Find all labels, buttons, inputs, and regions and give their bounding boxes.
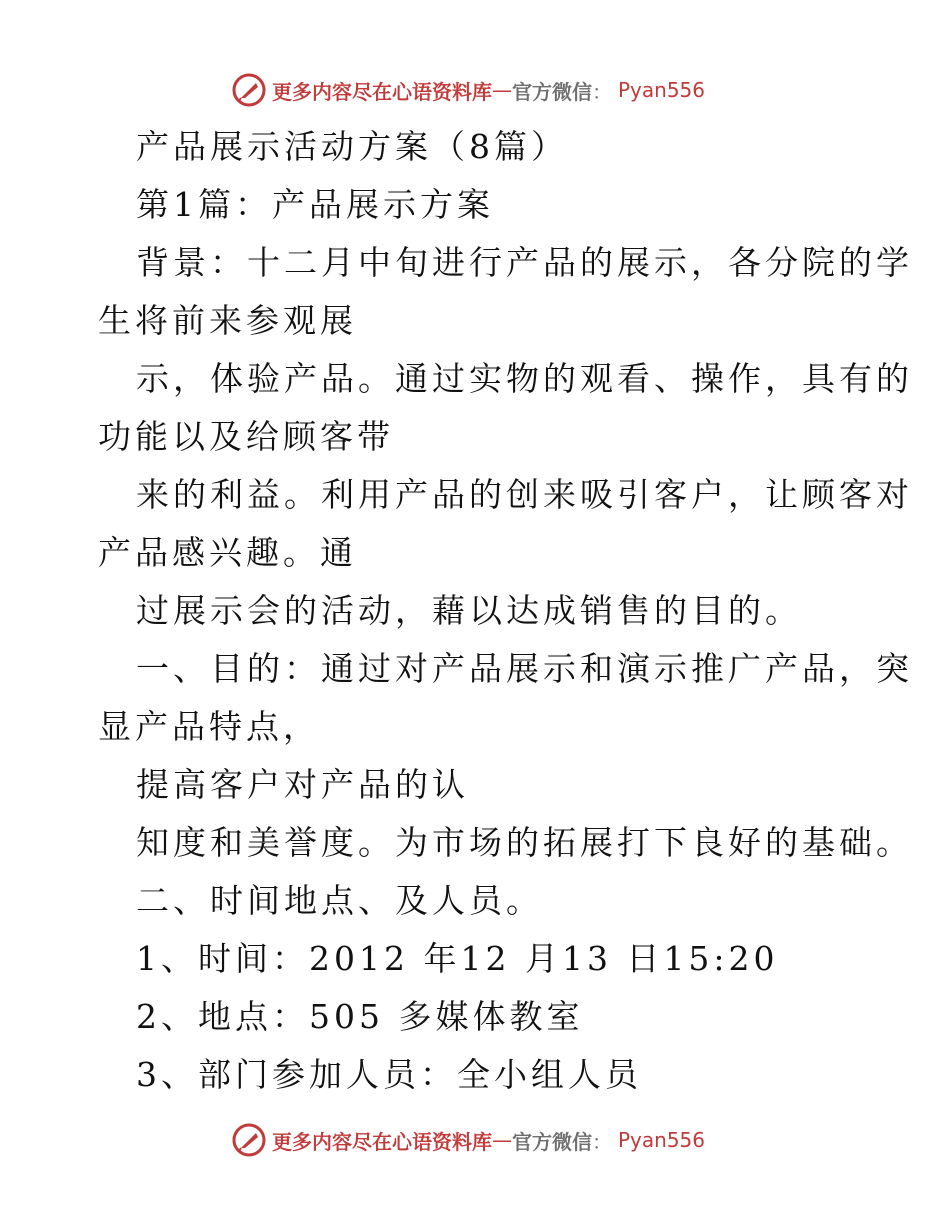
banner-dash: — [492,78,512,102]
paragraph-line: 一、目的：通过对产品展示和演示推广产品，突 [136,649,913,688]
banner-label: 官方微信 [512,79,592,104]
list-item: 1、时间：2012 年12 月13 日15:20 [136,939,779,978]
list-item: 2、地点：505 多媒体教室 [136,997,584,1036]
section-heading: 第1篇：产品展示方案 [136,185,494,224]
document-title: 产品展示活动方案（8篇） [136,127,568,166]
paragraph-line: 知度和美誉度。为市场的拓展打下良好的基础。 [136,823,913,862]
paragraph-line: 功能以及给顾客带 [98,417,394,456]
footer-watermark [232,1120,752,1160]
banner-dash: — [492,1128,512,1152]
paragraph-line: 过展示会的活动，藉以达成销售的目的。 [136,591,802,630]
feather-quill-icon [232,73,266,107]
paragraph-line: 显产品特点， [98,707,320,746]
banner-label: 官方微信 [512,1129,592,1154]
banner-main-text: 更多内容尽在心语资料库 [272,1129,492,1154]
banner-main-text: 更多内容尽在心语资料库 [272,79,492,104]
paragraph-line: 示，体验产品。通过实物的观看、操作，具有的 [136,359,913,398]
paragraph-line: 提高客户对产品的认 [136,765,469,804]
feather-quill-icon [232,1123,266,1157]
section-heading: 二、时间地点、及人员。 [136,881,543,920]
banner-wechat-id: Pyan556 [618,1128,706,1152]
document-body [98,118,913,1104]
header-watermark [232,70,752,110]
paragraph-line: 产品感兴趣。通 [98,533,357,572]
banner-colon: ： [592,79,612,104]
banner-colon: ： [592,1129,612,1154]
paragraph-line: 生将前来参观展 [98,301,357,340]
paragraph-line: 来的利益。利用产品的创来吸引客户，让顾客对 [136,475,913,514]
list-item: 3、部门参加人员：全小组人员 [136,1055,642,1094]
paragraph-line: 背景：十二月中旬进行产品的展示，各分院的学 [136,243,913,282]
banner-wechat-id: Pyan556 [618,78,706,102]
